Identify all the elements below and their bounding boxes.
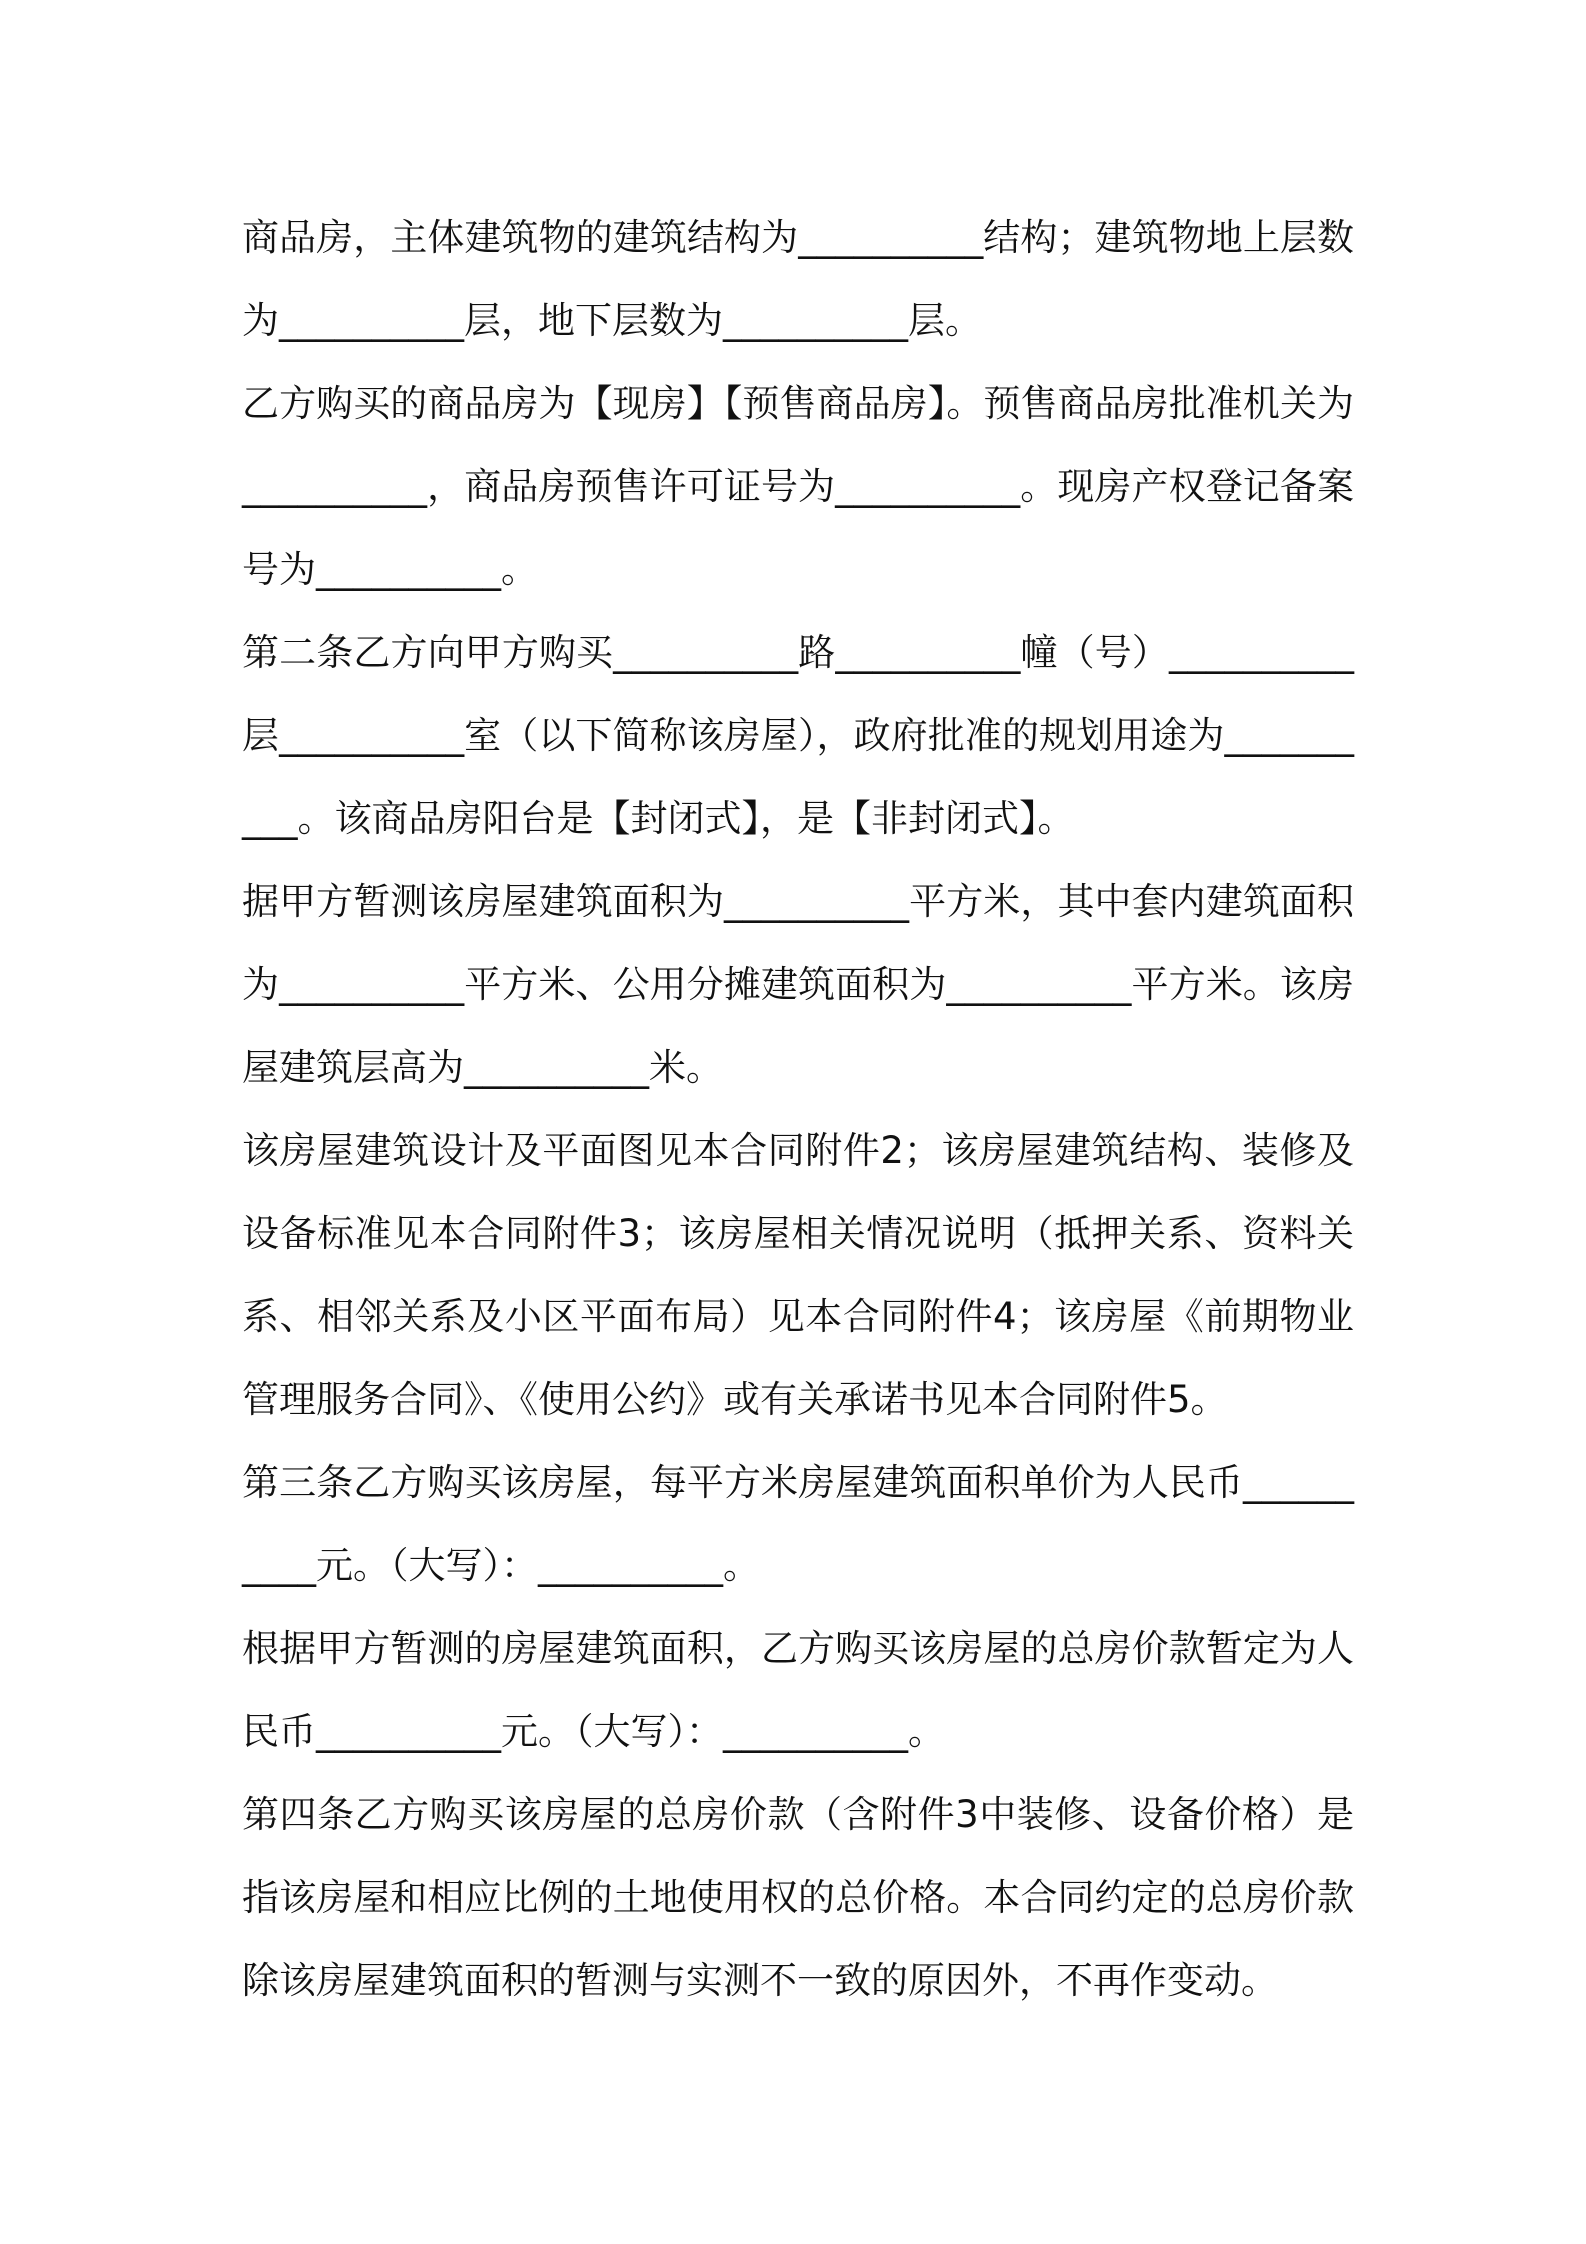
contract-body [242, 196, 1354, 2022]
paragraph-building-structure: 商品房，主体建筑物的建筑结构为__________结构；建筑物地上层数为__________层，地下层数为__________层。 [242, 216, 1354, 342]
paragraph-building-area: 据甲方暂测该房屋建筑面积为__________平方米，其中套内建筑面积为__________平方米、公用分摊建筑面积为__________平方米。该房屋建筑层高为__________米。 [242, 880, 1354, 1089]
paragraph-total-price: 根据甲方暂测的房屋建筑面积，乙方购买该房屋的总房价款暂定为人民币__________元。（大写）：__________。 [242, 1627, 1354, 1753]
paragraph-article-3: 第三条乙方购买该房屋，每平方米房屋建筑面积单价为人民币__________元。（大写）：__________。 [242, 1461, 1354, 1587]
paragraph-attachments: 该房屋建筑设计及平面图见本合同附件2；该房屋建筑结构、装修及设备标准见本合同附件3；该房屋相关情况说明（抵押关系、资料关系、相邻关系及小区平面布局）见本合同附件4；该房屋《前期物业管理服务合同》、《使用公约》或有关承诺书见本合同附件5。 [242, 1129, 1354, 1421]
paragraph-presale-approval: 乙方购买的商品房为【现房】【预售商品房】。预售商品房批准机关为__________，商品房预售许可证号为__________。现房产权登记备案号为__________。 [242, 382, 1354, 591]
paragraph-article-2: 第二条乙方向甲方购买__________路__________幢（号）__________层__________室（以下简称该房屋），政府批准的规划用途为__________。该商品房阳台是【封闭式】，是【非封闭式】。 [242, 631, 1354, 840]
paragraph-article-4: 第四条乙方购买该房屋的总房价款（含附件3中装修、设备价格）是指该房屋和相应比例的土地使用权的总价格。本合同约定的总房价款除该房屋建筑面积的暂测与实测不一致的原因外，不再作变动。 [242, 1793, 1354, 2002]
